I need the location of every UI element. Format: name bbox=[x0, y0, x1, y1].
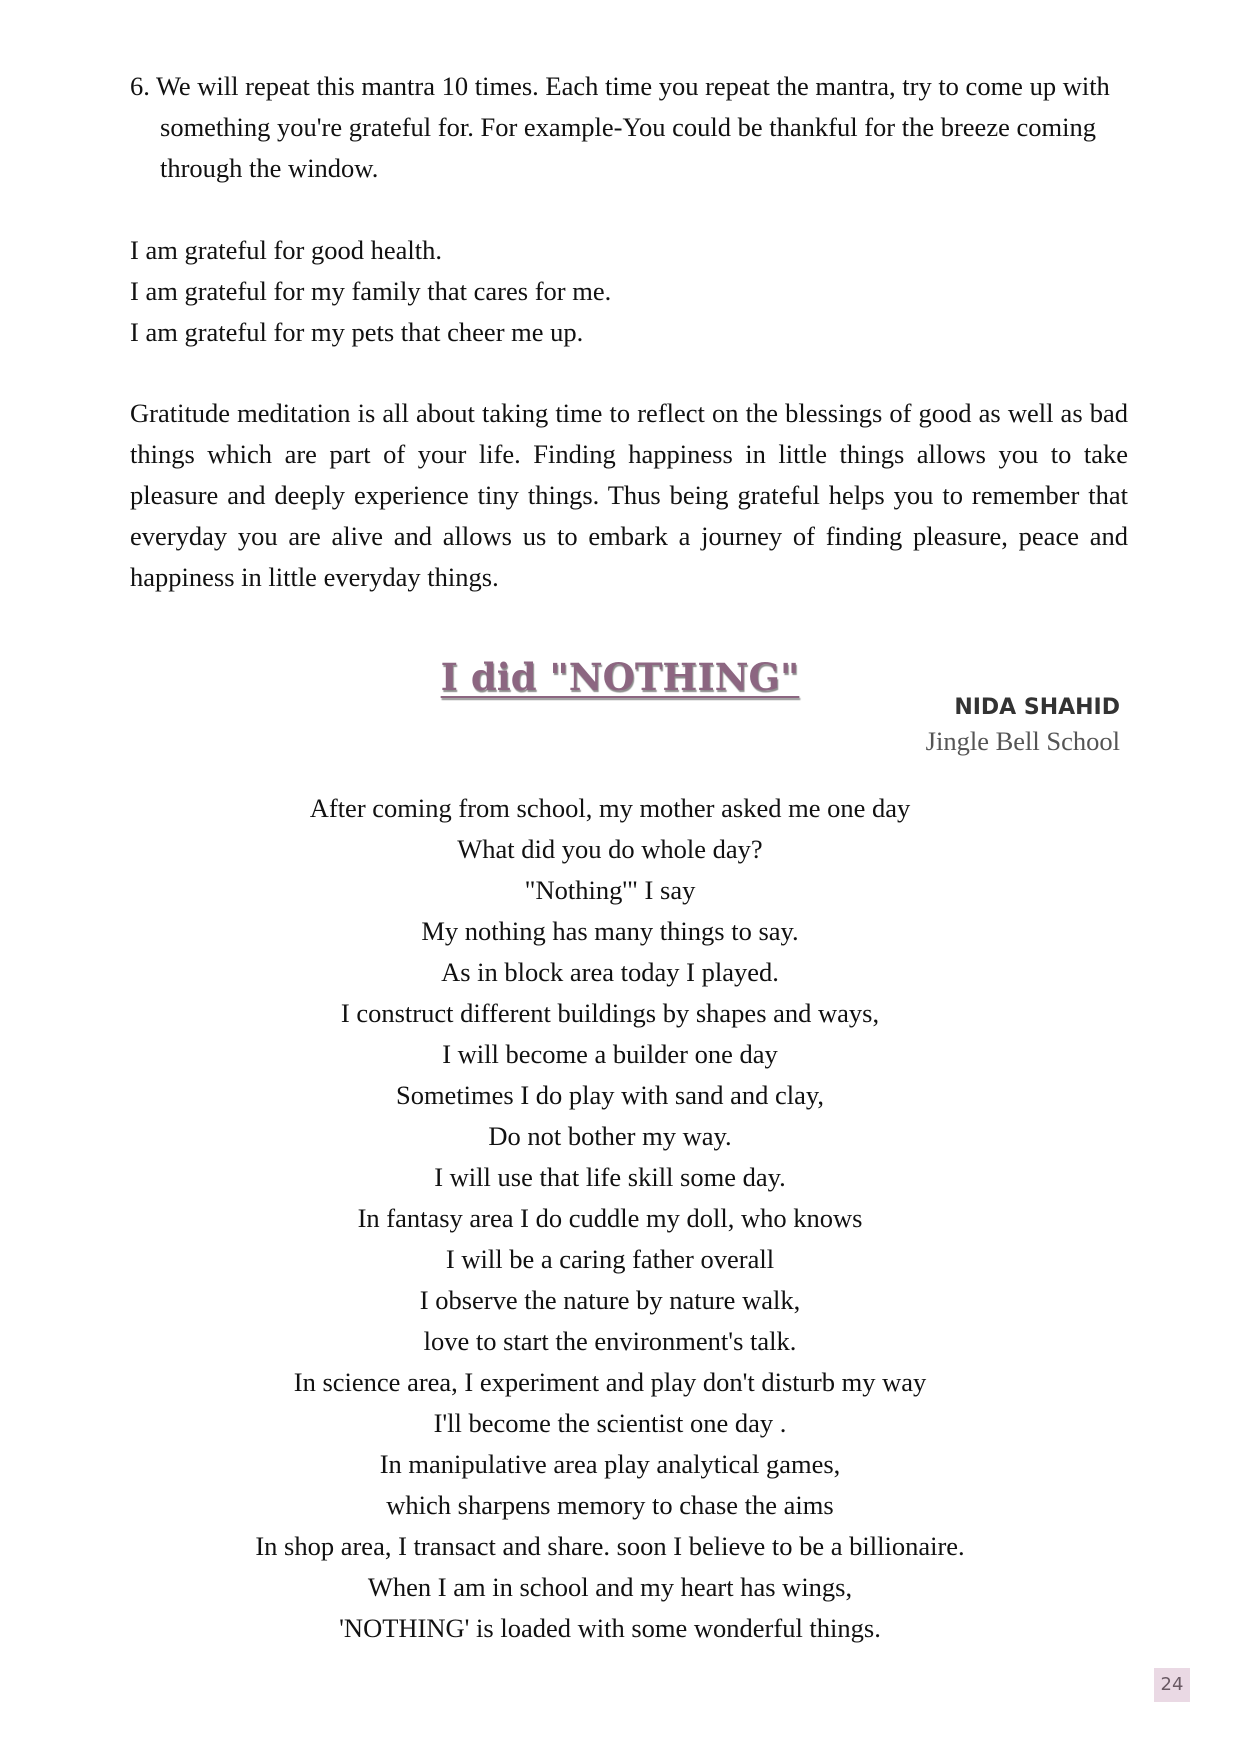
gratitude-affirmations bbox=[130, 230, 611, 353]
list-item-6: 6. We will repeat this mantra 10 times. Each time you repeat the mantra, try to come up with something you're grateful for. For example-You could be thankful for the breeze coming through the window. bbox=[130, 71, 1110, 183]
poem-line: What did you do whole day? bbox=[457, 834, 763, 864]
poem-body bbox=[160, 788, 1060, 1649]
poem-line: which sharpens memory to chase the aims bbox=[386, 1490, 834, 1520]
poem-line: After coming from school, my mother asked me one day bbox=[309, 793, 911, 823]
poem-line: "Nothing'" I say bbox=[524, 875, 696, 905]
poem-line: love to start the environment's talk. bbox=[423, 1326, 797, 1356]
poem-line: I will use that life skill some day. bbox=[434, 1162, 786, 1192]
poem-line: I construct different buildings by shapes and ways, bbox=[340, 998, 880, 1028]
affirmation-line: I am grateful for my pets that cheer me up. bbox=[130, 317, 584, 347]
poem-line: 'NOTHING' is loaded with some wonderful things. bbox=[339, 1613, 881, 1643]
affirmation-line: I am grateful for good health. bbox=[130, 235, 442, 265]
gratitude-paragraph: Gratitude meditation is all about taking time to reflect on the blessings of good as well as bad things which are part of your life. Finding happiness in little things allows you to take pleasure and deeply experience tiny things. Thus being grateful helps you to remember that everyday you are alive and allows us to embark a journey of finding pleasure, peace and happiness in little everyday things. bbox=[130, 398, 1128, 592]
affirmation-line: I am grateful for my family that cares for me. bbox=[130, 276, 612, 306]
poem-line: I observe the nature by nature walk, bbox=[419, 1285, 801, 1315]
poem-line: I will become a builder one day bbox=[442, 1039, 778, 1069]
poem-author: NIDA SHAHID bbox=[954, 695, 1120, 720]
poem-line: Do not bother my way. bbox=[488, 1121, 732, 1151]
poem-line: Sometimes I do play with sand and clay, bbox=[395, 1080, 825, 1110]
poem-line: I'll become the scientist one day . bbox=[433, 1408, 787, 1438]
poem-line: In manipulative area play analytical games, bbox=[379, 1449, 841, 1479]
poem-line: As in block area today I played. bbox=[441, 957, 779, 987]
poem-line: I will be a caring father overall bbox=[445, 1244, 775, 1274]
poem-line: When I am in school and my heart has wings, bbox=[367, 1572, 853, 1602]
poem-line: In science area, I experiment and play don't disturb my way bbox=[293, 1367, 927, 1397]
page-number: 24 bbox=[1154, 1668, 1190, 1702]
poem-title: I did "NOTHING" bbox=[440, 655, 800, 699]
poem-line: My nothing has many things to say. bbox=[421, 916, 799, 946]
poem-line: In shop area, I transact and share. soon I believe to be a billionaire. bbox=[255, 1531, 965, 1561]
poem-line: In fantasy area I do cuddle my doll, who knows bbox=[357, 1203, 863, 1233]
author-school: Jingle Bell School bbox=[925, 726, 1120, 756]
